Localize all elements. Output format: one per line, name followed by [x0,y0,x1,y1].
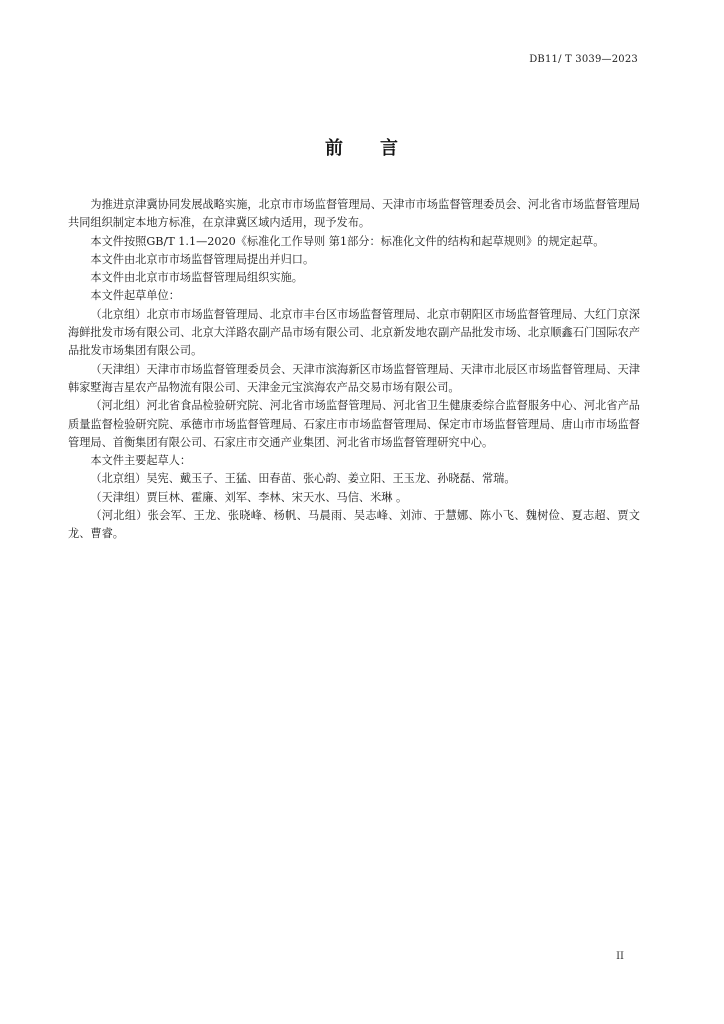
paragraph-hebei-units: （河北组）河北省食品检验研究院、河北省市场监督管理局、河北省卫生健康委综合监督服务中心、河北省产品质量监督检验研究院、承德市市场监督管理局、石家庄市市场监督管理局、保定市市场监督管理局、唐山市市场监督管理局、首衡集团有限公司、石家庄市交通产业集团、河北省市场监督管理研究中心。 [68,399,640,449]
paragraph-drafting-units-heading: 本文件起草单位： [90,289,180,303]
page-number: II [616,951,624,962]
paragraph-purpose: 为推进京津冀协同发展战略实施，北京市市场监督管理局、天津市市场监督管理委员会、河北省市场监督管理局共同组织制定本地方标准，在京津冀区域内适用，现予发布。 [68,198,640,230]
paragraph-tianjin-units: （天津组）天津市市场监督管理委员会、天津市滨海新区市场监督管理局、天津市北辰区市场监督管理局、天津韩家墅海吉星农产品物流有限公司、天津金元宝滨海农产品交易市场有限公司。 [68,362,640,394]
document-code: DB11/ T 3039—2023 [529,54,638,65]
paragraph-implementer: 本文件由北京市市场监督管理局组织实施。 [90,271,303,285]
page-title [0,134,724,160]
page-title-part2: 言 [380,138,399,159]
paragraph-drafting-rules: 本文件按照GB/T 1.1—2020《标准化工作导则 第1部分：标准化文件的结构和起草规则》的规定起草。 [90,234,605,248]
paragraph-proposer: 本文件由北京市市场监督管理局提出并归口。 [90,252,315,266]
paragraph-beijing-drafters: （北京组）吴宪、戴玉子、王猛、田春苗、张心韵、姜立阳、王玉龙、孙晓磊、常瑞。 [90,472,516,486]
paragraph-drafters-heading: 本文件主要起草人： [90,454,192,468]
page-title-part1: 前 [325,138,344,159]
paragraph-tianjin-drafters: （天津组）贾巨林、霍廉、刘军、李林、宋天水、马信、米琳 。 [90,490,408,504]
paragraph-hebei-drafters: （河北组）张会军、王龙、张晓峰、杨帆、马晨雨、吴志峰、刘沛、于慧娜、陈小飞、魏树俭、夏志超、贾文龙、曹睿。 [68,509,640,541]
paragraph-beijing-units: （北京组）北京市市场监督管理局、北京市丰台区市场监督管理局、北京市朝阳区市场监督管理局、大红门京深海鲜批发市场有限公司、北京大洋路农副产品市场有限公司、北京新发地农副产品批发市场、北京顺鑫石门国际农产品批发市场集团有限公司。 [68,307,640,358]
foreword-body [68,196,640,544]
